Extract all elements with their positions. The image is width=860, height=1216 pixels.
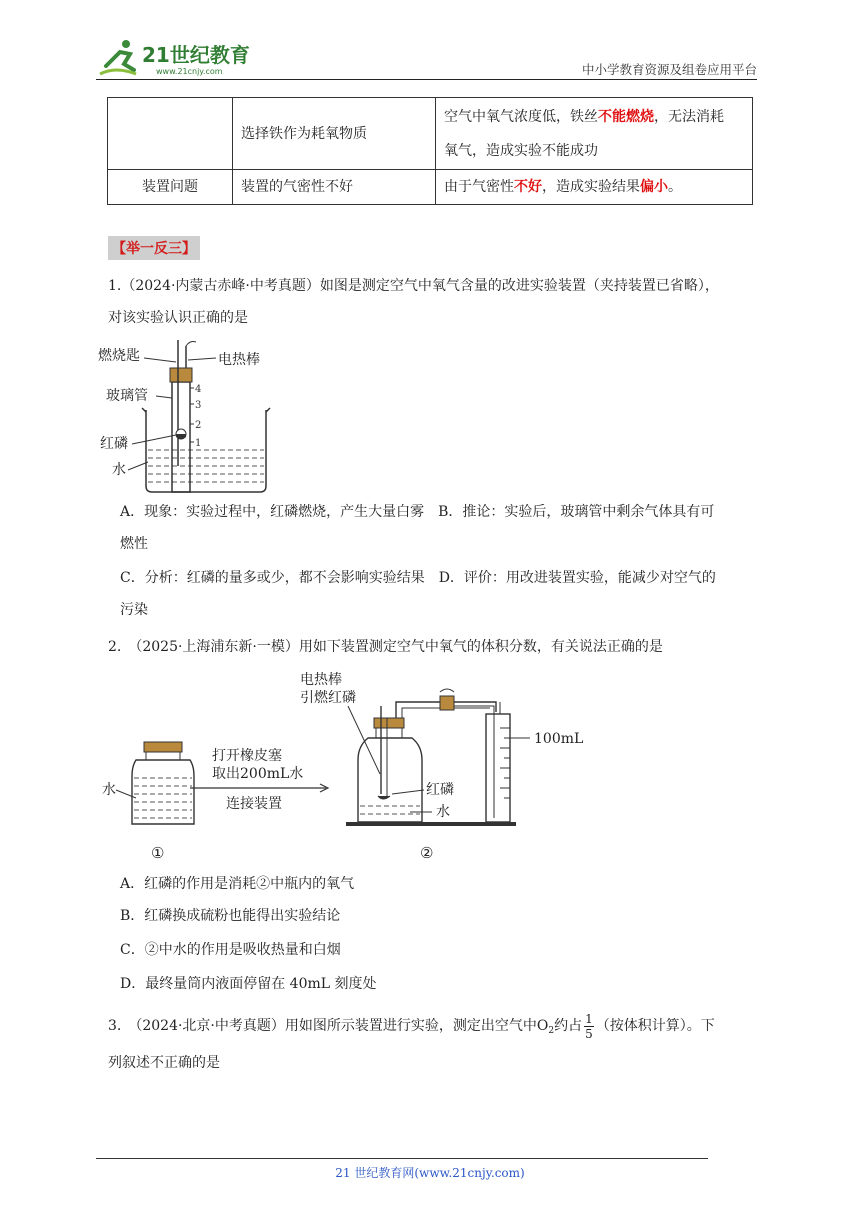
q2-option-d: D．最终量筒内液面停留在 40mL 刻度处 [120,976,377,992]
section-tag: 【举一反三】 [108,236,200,260]
q2-option-b: B．红磷换成硫粉也能得出实验结论 [120,908,341,924]
label-phosphorus-2: 红磷 [426,782,454,798]
summary-table [107,97,753,205]
table-cell: 装置的气密性不好 [233,170,436,205]
header-divider [96,79,757,80]
svg-text:www.21cnjy.com: www.21cnjy.com [156,67,223,76]
table-cell: 由于气密性不好，造成实验结果偏小。 [436,170,753,205]
svg-text:取出200mL水: 取出200mL水 [212,766,304,782]
fraction: $\frac{1}{5}$ [585,1011,593,1041]
q1-options-cd: C．分析：红磷的量多或少，都不会影响实验结果 D．评价：用改进装置实验，能减少对空气的 污染 [120,570,716,618]
q2-apparatus-figure [96,666,596,862]
svg-text:2: 2 [195,420,202,431]
svg-text:打开橡皮塞: 打开橡皮塞 [212,748,282,764]
q1-stem: 1.（2024·内蒙古赤峰·中考真题）如图是测定空气中氧气含量的改进实验装置（夹持装置已省略）， 对该实验认识正确的是 [108,278,719,326]
table-cell: 空气中氧气浓度低，铁丝不能燃烧，无法消耗 氧气，造成实验不能成功 [436,98,753,170]
q1-apparatus-figure [98,338,278,498]
svg-text:电热棒: 电热棒 [300,672,342,688]
svg-text:引燃红磷: 引燃红磷 [300,690,356,706]
q1-options-ab: A．现象：实验过程中，红磷燃烧，产生大量白雾 B．推论：实验后，玻璃管中剩余气体具有可 燃性 [120,504,715,552]
runner-icon [100,40,136,74]
table-cell: 选择铁作为耗氧物质 [233,98,436,170]
label-rod: 电热棒 [218,352,260,368]
q2-option-c: C．②中水的作用是吸收热量和白烟 [120,942,341,958]
q2-option-a: A．红磷的作用是消耗②中瓶内的氧气 [120,876,355,892]
label-phosphorus: 红磷 [100,436,128,452]
table-row [108,170,753,205]
label-water-2: 水 [436,804,450,820]
table-cell: 装置问题 [108,170,233,205]
label-spoon: 燃烧匙 [98,348,140,364]
label-water-1: 水 [102,782,116,798]
svg-text:连接装置: 连接装置 [226,796,282,812]
site-logo [96,36,266,80]
table-cell [108,98,233,170]
q2-stem: 2. （2025·上海浦东新·一模）用如下装置测定空气中氧气的体积分数，有关说法正确的是 [108,639,663,655]
svg-text:1: 1 [195,438,202,449]
q3-stem: 3. （2024·北京·中考真题）用如图所示装置进行实验，测定出空气中$O_2$约占 $\frac{1}{5}$ （按体积计算）。下 列叙述不正确的是 [108,1011,715,1071]
svg-text:3: 3 [195,400,202,411]
footer-divider [96,1158,708,1159]
platform-name: 中小学教育资源及组卷应用平台 [581,62,757,77]
label-2: ② [420,844,434,862]
svg-text:100mL: 100mL [534,731,584,747]
footer-text: 21 世纪教育网(www.21cnjy.com) [335,1166,525,1180]
table-row [108,98,753,170]
svg-text:4: 4 [195,384,202,395]
label-water: 水 [112,462,126,478]
label-1: ① [151,844,165,862]
label-tube: 玻璃管 [106,388,148,404]
svg-text:21世纪教育: 21世纪教育 [142,43,250,67]
